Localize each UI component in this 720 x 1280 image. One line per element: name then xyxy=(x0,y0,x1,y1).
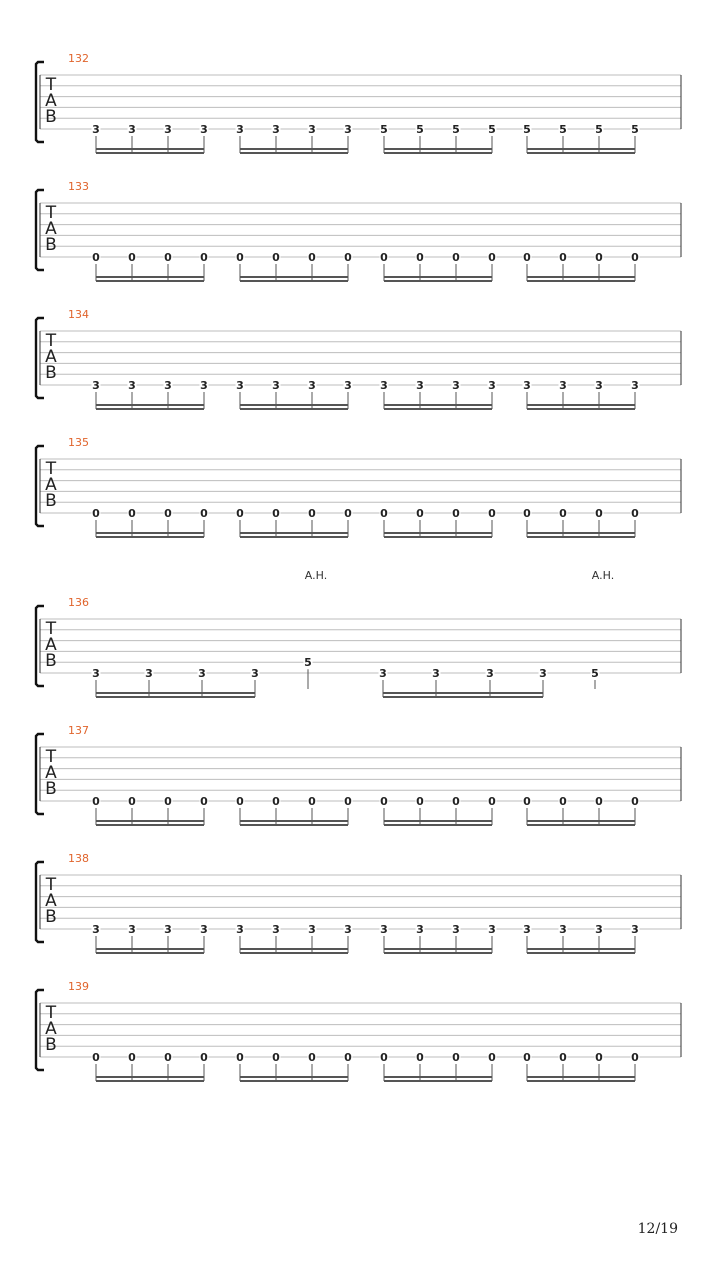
note-beam xyxy=(240,536,348,538)
tab-clef-letter: A xyxy=(45,1019,57,1039)
note-beam xyxy=(240,276,348,278)
fret-number: 0 xyxy=(380,795,388,808)
note-beam xyxy=(96,948,204,950)
fret-number: 0 xyxy=(452,1051,460,1064)
fret-number: 3 xyxy=(631,923,639,936)
fret-number: 0 xyxy=(200,251,208,264)
note-beam xyxy=(240,952,348,954)
fret-number: 5 xyxy=(380,123,388,136)
fret-number: 3 xyxy=(92,923,100,936)
fret-number: 3 xyxy=(164,379,172,392)
note-beam xyxy=(527,536,635,538)
fret-number: 0 xyxy=(164,795,172,808)
fret-number: 3 xyxy=(198,667,206,680)
page-number: 12/19 xyxy=(637,1221,678,1237)
tab-clef-letter: T xyxy=(45,1003,57,1023)
note-beam xyxy=(384,536,492,538)
fret-number: 5 xyxy=(416,123,424,136)
note-beam xyxy=(240,408,348,410)
fret-number: 3 xyxy=(416,923,424,936)
note-beam xyxy=(527,952,635,954)
fret-number: 3 xyxy=(631,379,639,392)
note-beam xyxy=(240,280,348,282)
fret-number: 3 xyxy=(164,123,172,136)
note-beam xyxy=(240,404,348,406)
fret-number: 3 xyxy=(272,123,280,136)
fret-number: 0 xyxy=(380,1051,388,1064)
fret-number: 0 xyxy=(128,251,136,264)
note-beam xyxy=(527,824,635,826)
fret-number: 0 xyxy=(488,795,496,808)
fret-number: 0 xyxy=(236,507,244,520)
fret-number: 0 xyxy=(416,251,424,264)
fret-number: 0 xyxy=(380,251,388,264)
fret-number: 0 xyxy=(523,1051,531,1064)
fret-number: 0 xyxy=(200,507,208,520)
note-beam xyxy=(527,948,635,950)
fret-number: 3 xyxy=(308,379,316,392)
tab-clef-letter: A xyxy=(45,91,57,111)
note-beam xyxy=(384,152,492,154)
fret-number: 3 xyxy=(128,123,136,136)
fret-number: 0 xyxy=(272,251,280,264)
fret-number: 3 xyxy=(236,123,244,136)
fret-number: 3 xyxy=(344,123,352,136)
fret-number: 3 xyxy=(432,667,440,680)
fret-number: 5 xyxy=(452,123,460,136)
fret-number: 0 xyxy=(488,507,496,520)
tab-clef-letter: B xyxy=(45,235,57,255)
note-beam xyxy=(527,1080,635,1082)
fret-number: 0 xyxy=(164,507,172,520)
fret-number: 5 xyxy=(559,123,567,136)
fret-number: 0 xyxy=(559,1051,567,1064)
fret-number: 3 xyxy=(539,667,547,680)
fret-number: 3 xyxy=(523,379,531,392)
fret-number: 3 xyxy=(128,379,136,392)
fret-number: 3 xyxy=(92,667,100,680)
note-beam xyxy=(240,1080,348,1082)
artificial-harmonic-label: A.H. xyxy=(591,569,615,582)
measure-number: 136 xyxy=(68,596,89,609)
fret-number: 0 xyxy=(308,251,316,264)
fret-number: 3 xyxy=(200,123,208,136)
tab-clef-letter: A xyxy=(45,891,57,911)
fret-number: 0 xyxy=(128,507,136,520)
fret-number: 0 xyxy=(344,251,352,264)
note-beam xyxy=(96,952,204,954)
fret-number: 0 xyxy=(595,251,603,264)
note-beam xyxy=(527,820,635,822)
note-beam xyxy=(527,1076,635,1078)
tab-clef-letter: B xyxy=(45,363,57,383)
note-beam xyxy=(384,1076,492,1078)
note-beam xyxy=(96,276,204,278)
note-beam xyxy=(96,696,255,698)
note-beam xyxy=(384,280,492,282)
fret-number: 0 xyxy=(452,507,460,520)
fret-number: 0 xyxy=(164,1051,172,1064)
fret-number: 3 xyxy=(488,923,496,936)
fret-number: 0 xyxy=(344,507,352,520)
note-beam xyxy=(240,532,348,534)
fret-number: 3 xyxy=(344,379,352,392)
fret-number: 0 xyxy=(523,795,531,808)
fret-number: 3 xyxy=(164,923,172,936)
tab-clef-letter: B xyxy=(45,907,57,927)
note-beam xyxy=(240,820,348,822)
note-beam xyxy=(383,696,543,698)
note-beam xyxy=(384,952,492,954)
note-beam xyxy=(240,148,348,150)
fret-number: 5 xyxy=(631,123,639,136)
note-beam xyxy=(527,276,635,278)
note-beam xyxy=(96,692,255,694)
note-beam xyxy=(96,536,204,538)
measure-number: 139 xyxy=(68,980,89,993)
fret-number: 0 xyxy=(344,1051,352,1064)
tab-clef-letter: A xyxy=(45,219,57,239)
fret-number: 0 xyxy=(92,795,100,808)
fret-number: 3 xyxy=(486,667,494,680)
fret-number: 0 xyxy=(523,507,531,520)
note-beam xyxy=(384,820,492,822)
note-beam xyxy=(240,152,348,154)
fret-number: 0 xyxy=(488,1051,496,1064)
tab-clef-letter: T xyxy=(45,619,57,639)
fret-number: 0 xyxy=(523,251,531,264)
fret-number: 0 xyxy=(559,251,567,264)
tab-clef-letter: T xyxy=(45,75,57,95)
fret-number: 0 xyxy=(416,507,424,520)
tab-clef-letter: A xyxy=(45,347,57,367)
fret-number: 0 xyxy=(452,795,460,808)
measure-number: 137 xyxy=(68,724,89,737)
tab-clef-letter: B xyxy=(45,107,57,127)
fret-number: 0 xyxy=(595,507,603,520)
fret-number: 3 xyxy=(272,379,280,392)
tab-clef-letter: A xyxy=(45,763,57,783)
fret-number: 3 xyxy=(452,379,460,392)
fret-number: 0 xyxy=(128,795,136,808)
note-beam xyxy=(383,692,543,694)
note-beam xyxy=(527,408,635,410)
note-beam xyxy=(96,1076,204,1078)
fret-number: 0 xyxy=(308,1051,316,1064)
note-beam xyxy=(384,532,492,534)
fret-number: 3 xyxy=(145,667,153,680)
fret-number: 0 xyxy=(488,251,496,264)
measure-number: 138 xyxy=(68,852,89,865)
fret-number: 0 xyxy=(92,507,100,520)
fret-number: 3 xyxy=(380,923,388,936)
fret-number: 0 xyxy=(416,795,424,808)
note-beam xyxy=(96,824,204,826)
note-beam xyxy=(96,148,204,150)
artificial-harmonic-label: A.H. xyxy=(304,569,328,582)
note-beam xyxy=(527,148,635,150)
fret-number: 3 xyxy=(559,923,567,936)
tab-clef-letter: B xyxy=(45,1035,57,1055)
fret-number: 3 xyxy=(251,667,259,680)
tab-clef-letter: T xyxy=(45,747,57,767)
note-beam xyxy=(96,280,204,282)
fret-number: 0 xyxy=(272,795,280,808)
fret-number: 0 xyxy=(416,1051,424,1064)
fret-number: 0 xyxy=(200,795,208,808)
tab-clef-letter: T xyxy=(45,875,57,895)
fret-number: 0 xyxy=(272,1051,280,1064)
fret-number: 3 xyxy=(272,923,280,936)
fret-number: 3 xyxy=(523,923,531,936)
fret-number: 5 xyxy=(304,656,312,670)
note-beam xyxy=(527,404,635,406)
measure-number: 134 xyxy=(68,308,89,321)
note-beam xyxy=(384,404,492,406)
note-beam xyxy=(384,948,492,950)
tab-clef-letter: T xyxy=(45,331,57,351)
fret-number: 3 xyxy=(452,923,460,936)
fret-number: 0 xyxy=(631,795,639,808)
fret-number: 0 xyxy=(559,507,567,520)
fret-number: 3 xyxy=(128,923,136,936)
measure-number: 135 xyxy=(68,436,89,449)
fret-number: 0 xyxy=(308,795,316,808)
fret-number: 0 xyxy=(164,251,172,264)
fret-number: 0 xyxy=(128,1051,136,1064)
note-beam xyxy=(384,824,492,826)
fret-number: 3 xyxy=(595,379,603,392)
fret-number: 3 xyxy=(416,379,424,392)
fret-number: 3 xyxy=(380,379,388,392)
fret-number: 3 xyxy=(236,379,244,392)
fret-number: 3 xyxy=(92,123,100,136)
note-beam xyxy=(96,820,204,822)
fret-number: 3 xyxy=(92,379,100,392)
fret-number: 0 xyxy=(92,1051,100,1064)
note-beam xyxy=(240,948,348,950)
note-beam xyxy=(240,824,348,826)
fret-number: 3 xyxy=(200,923,208,936)
fret-number: 3 xyxy=(595,923,603,936)
fret-number: 0 xyxy=(236,795,244,808)
note-beam xyxy=(384,276,492,278)
fret-number: 0 xyxy=(631,251,639,264)
fret-number: 0 xyxy=(559,795,567,808)
fret-number: 0 xyxy=(344,795,352,808)
fret-number: 5 xyxy=(591,667,599,680)
fret-number: 0 xyxy=(236,251,244,264)
fret-number: 3 xyxy=(200,379,208,392)
fret-number: 3 xyxy=(344,923,352,936)
note-beam xyxy=(384,1080,492,1082)
fret-number: 3 xyxy=(488,379,496,392)
note-beam xyxy=(527,280,635,282)
fret-number: 5 xyxy=(488,123,496,136)
fret-number: 3 xyxy=(308,923,316,936)
fret-number: 5 xyxy=(523,123,531,136)
note-beam xyxy=(384,408,492,410)
note-beam xyxy=(240,1076,348,1078)
tab-clef-letter: B xyxy=(45,491,57,511)
fret-number: 0 xyxy=(308,507,316,520)
note-beam xyxy=(527,152,635,154)
fret-number: 0 xyxy=(631,507,639,520)
tab-clef-letter: T xyxy=(45,459,57,479)
tab-clef-letter: B xyxy=(45,651,57,671)
tab-clef-letter: T xyxy=(45,203,57,223)
fret-number: 0 xyxy=(272,507,280,520)
note-beam xyxy=(96,532,204,534)
note-beam xyxy=(96,1080,204,1082)
fret-number: 0 xyxy=(595,795,603,808)
fret-number: 3 xyxy=(379,667,387,680)
tab-clef-letter: A xyxy=(45,475,57,495)
note-beam xyxy=(527,532,635,534)
note-beam xyxy=(384,148,492,150)
fret-number: 0 xyxy=(452,251,460,264)
fret-number: 0 xyxy=(236,1051,244,1064)
tab-clef-letter: B xyxy=(45,779,57,799)
fret-number: 0 xyxy=(631,1051,639,1064)
fret-number: 3 xyxy=(559,379,567,392)
fret-number: 0 xyxy=(200,1051,208,1064)
note-beam xyxy=(96,404,204,406)
note-beam xyxy=(96,152,204,154)
fret-number: 3 xyxy=(236,923,244,936)
fret-number: 0 xyxy=(380,507,388,520)
tab-clef-letter: A xyxy=(45,635,57,655)
fret-number: 0 xyxy=(92,251,100,264)
fret-number: 3 xyxy=(308,123,316,136)
fret-number: 5 xyxy=(595,123,603,136)
measure-number: 133 xyxy=(68,180,89,193)
fret-number: 0 xyxy=(595,1051,603,1064)
measure-number: 132 xyxy=(68,52,89,65)
note-beam xyxy=(96,408,204,410)
